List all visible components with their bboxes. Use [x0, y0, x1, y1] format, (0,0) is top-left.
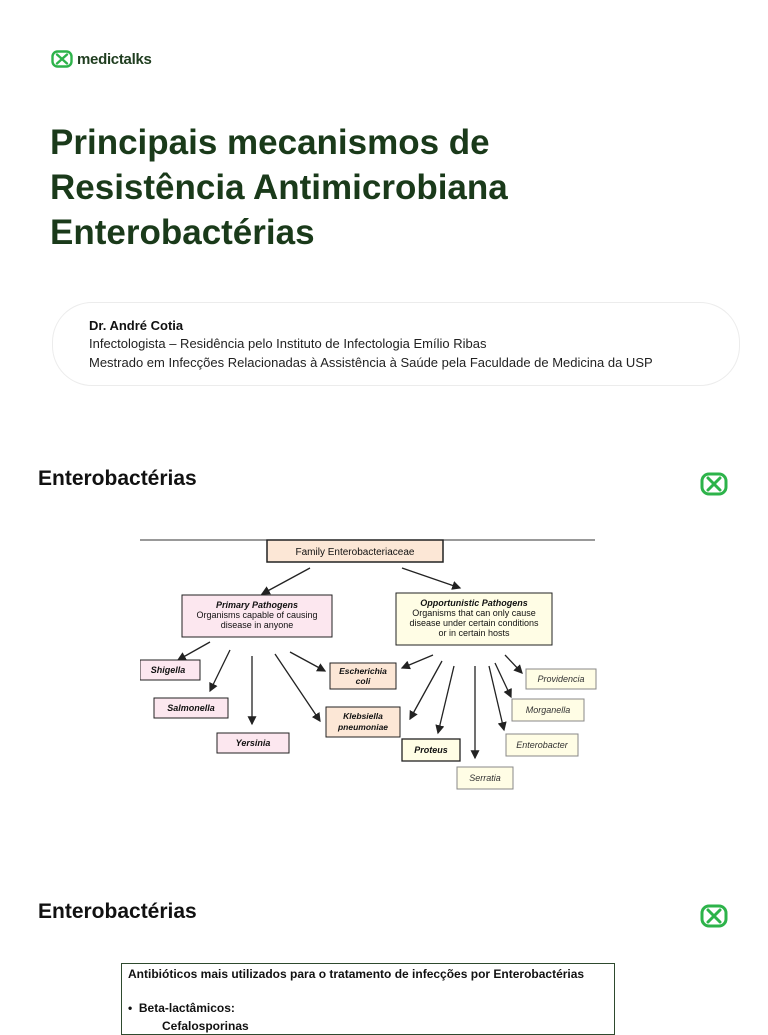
opportunistic-pathogens-box	[396, 593, 552, 645]
medictalks-logo-icon	[51, 50, 73, 68]
salmonella-box	[154, 698, 228, 718]
opportunistic-desc-3: or in certain hosts	[438, 628, 510, 638]
primary-title: Primary Pathogens	[215, 600, 299, 610]
author-credential-2: Mestrado em Infecções Relacionadas à Assistência à Saúde pela Faculdade de Medicina da USP	[89, 355, 653, 370]
opportunistic-desc-1: Organisms that can only cause	[412, 608, 536, 618]
opportunistic-title: Opportunistic Pathogens	[420, 598, 528, 608]
svg-text:Salmonella: Salmonella	[167, 703, 215, 713]
svg-text:pneumoniae: pneumoniae	[337, 722, 389, 732]
title-line-2: Resistência Antimicrobiana	[50, 168, 508, 207]
antibiotics-title: Antibióticos mais utilizados para o tratamento de infecções por Enterobactérias	[128, 967, 585, 981]
primary-desc-2: disease in anyone	[220, 620, 294, 630]
author-credential-1: Infectologista – Residência pelo Instituto de Infectologia Emílio Ribas	[89, 336, 487, 351]
morganella-box	[512, 699, 584, 721]
svg-text:Proteus: Proteus	[414, 745, 448, 755]
yersinia-box	[217, 733, 289, 753]
author-card	[52, 302, 740, 386]
author-name: Dr. André Cotia	[89, 318, 184, 333]
proteus-box	[402, 739, 460, 761]
primary-desc-1: Organisms capable of causing	[196, 610, 318, 620]
svg-text:Klebsiella: Klebsiella	[343, 711, 383, 721]
shigella-box	[140, 660, 200, 680]
family-box	[267, 540, 443, 562]
svg-text:Morganella: Morganella	[525, 705, 571, 715]
svg-text:coli: coli	[355, 676, 371, 686]
antibiotics-item-1-label: Beta-lactâmicos:	[138, 1001, 235, 1015]
klebsiella-box	[326, 707, 400, 737]
section-1-title: Enterobactérias	[38, 467, 197, 490]
section-2-title: Enterobactérias	[38, 900, 197, 923]
antibiotics-item-1	[128, 1001, 235, 1015]
antibiotics-sub-item-1: Cefalosporinas	[162, 1019, 249, 1033]
serratia-box	[457, 767, 513, 789]
svg-text:Yersinia: Yersinia	[235, 738, 271, 748]
providencia-box	[526, 669, 596, 689]
title-line-3: Enterobactérias	[50, 213, 315, 252]
page-title	[50, 120, 508, 255]
svg-text:Shigella: Shigella	[150, 665, 186, 675]
primary-pathogens-box	[182, 595, 332, 637]
medictalks-logo	[51, 50, 152, 68]
escherichia-coli-box	[330, 663, 396, 689]
svg-text:Providencia: Providencia	[537, 674, 585, 684]
family-label: Family Enterobacteriaceae	[295, 547, 415, 558]
logo-text: medictalks	[77, 50, 152, 68]
enterobacter-box	[506, 734, 578, 756]
section-1-logo-icon	[700, 472, 728, 496]
opportunistic-desc-2: disease under certain conditions	[409, 618, 539, 628]
svg-text:Enterobacter: Enterobacter	[516, 740, 568, 750]
enterobacteriaceae-diagram	[140, 538, 600, 798]
section-2-logo-icon	[700, 904, 728, 928]
svg-text:Serratia: Serratia	[469, 773, 501, 783]
antibiotics-box	[121, 963, 615, 1035]
svg-text:Escherichia: Escherichia	[339, 666, 387, 676]
bullet: •	[128, 1001, 133, 1015]
title-line-1: Principais mecanismos de	[50, 123, 490, 162]
